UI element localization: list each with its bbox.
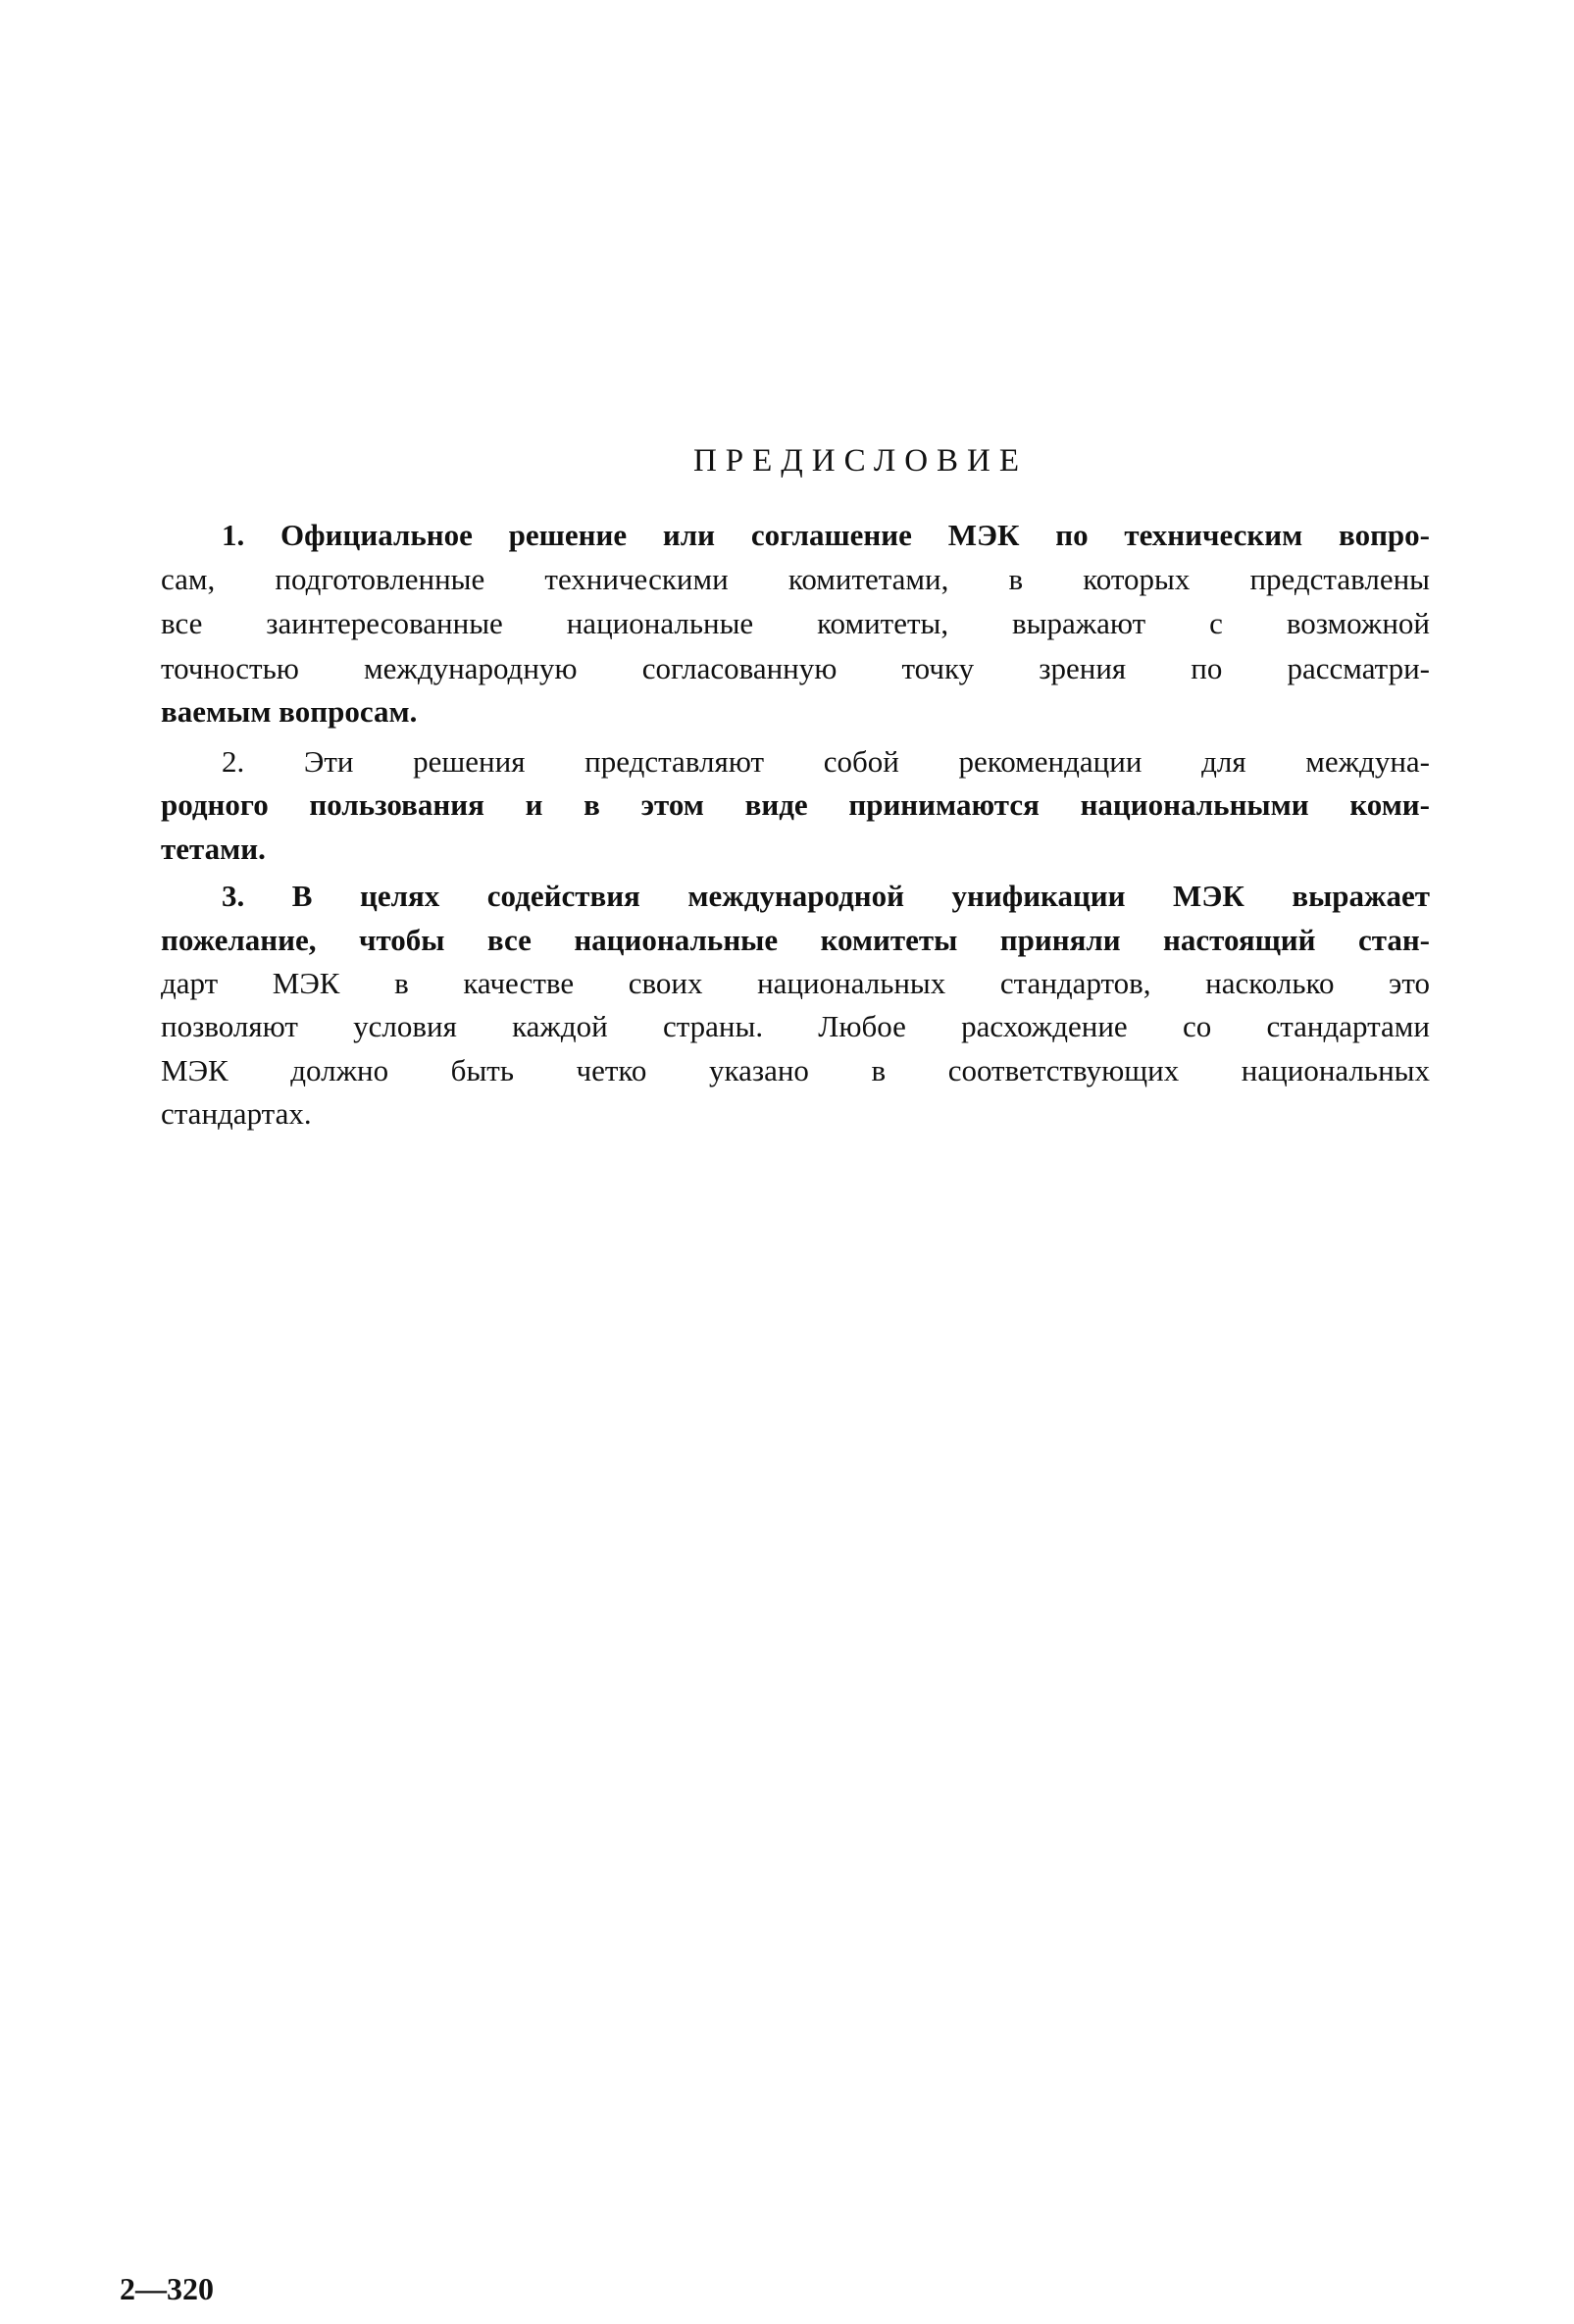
text-line: 1. Официальное решение или соглашение МЭК по техническим вопро-	[222, 518, 1430, 552]
text-line: дарт МЭК в качестве своих национальных стандартов, насколько это	[161, 966, 1430, 1000]
text-line: 2. Эти решения представляют собой рекомендации для междуна-	[222, 744, 1430, 779]
text-line: 3. В целях содействия международной унификации МЭК выражает	[222, 879, 1430, 913]
page-title: ПРЕДИСЛОВИЕ	[692, 443, 1029, 479]
text-line: точностью международную согласованную точку зрения по рассматри-	[161, 651, 1430, 685]
text-line: ваемым вопросам.	[161, 694, 418, 729]
page-number: 2—320	[120, 2271, 214, 2306]
text-line: тетами.	[161, 832, 266, 866]
text-line: сам, подготовленные техническими комитетами, в которых представлены	[161, 562, 1430, 596]
text-line: все заинтересованные национальные комитеты, выражают с возможной	[161, 606, 1430, 640]
text-line: пожелание, чтобы все национальные комитеты приняли настоящий стан-	[161, 923, 1430, 957]
text-line: родного пользования и в этом виде принимаются национальными коми-	[161, 787, 1430, 822]
text-line: позволяют условия каждой страны. Любое расхождение со стандартами	[161, 1009, 1430, 1043]
text-line: стандартах.	[161, 1096, 312, 1131]
text-line: МЭК должно быть четко указано в соответствующих национальных	[161, 1053, 1430, 1087]
